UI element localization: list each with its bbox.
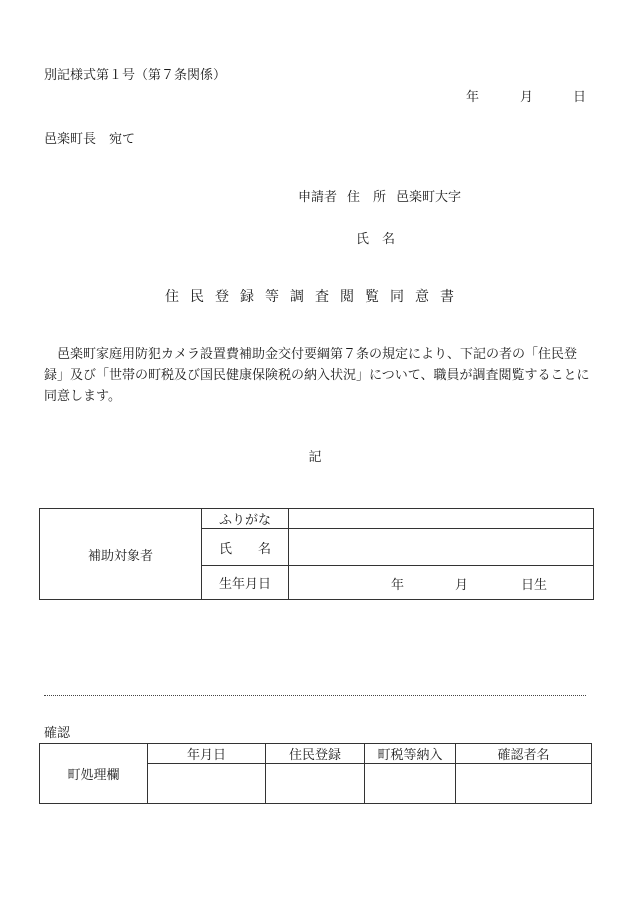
address-label: 住 所	[347, 190, 387, 205]
office-processing-table	[39, 743, 592, 804]
date-year-label: 年	[466, 90, 480, 105]
consent-body-text: 邑楽町家庭用防犯カメラ設置費補助金交付要綱第７条の規定により、下記の者の「住民登録」及び「世帯の町税及び国民健康保険税の納入状況」について、職員が調査閲覧することに同意します。	[44, 347, 590, 404]
tax-payment-cell[interactable]	[365, 764, 456, 804]
name-field[interactable]	[289, 529, 594, 566]
addressee: 邑楽町長 宛て	[44, 132, 136, 147]
cut-line-divider	[44, 695, 586, 696]
date-cell[interactable]	[148, 764, 266, 804]
column-header-date: 年月日	[148, 744, 266, 764]
office-row-label: 町処理欄	[40, 744, 148, 804]
confirm-heading: 確認	[44, 726, 71, 741]
document-title: 住民登録等調査閲覧同意書	[165, 289, 465, 305]
column-header-tax-payment: 町税等納入	[365, 744, 456, 764]
column-header-confirmer: 確認者名	[456, 744, 592, 764]
subject-group-label: 補助対象者	[40, 509, 202, 600]
birth-year-label: 年	[391, 578, 405, 593]
furigana-field[interactable]	[289, 509, 594, 529]
birth-day-label: 日生	[521, 578, 548, 593]
date-day-label: 日	[573, 90, 587, 105]
address-value: 邑楽町大字	[396, 190, 462, 205]
resident-registration-cell[interactable]	[266, 764, 365, 804]
ki-heading: 記	[308, 450, 322, 465]
confirmer-cell[interactable]	[456, 764, 592, 804]
birth-field[interactable]	[289, 566, 594, 600]
birth-month-label: 月	[455, 578, 469, 593]
birth-label: 生年月日	[202, 566, 289, 600]
applicant-address-row	[298, 186, 461, 205]
subject-table	[39, 508, 594, 600]
name-label: 氏 名	[202, 529, 289, 566]
applicant-name-label: 氏 名	[356, 232, 396, 247]
date-month-label: 月	[520, 90, 534, 105]
form-number-label: 別記様式第１号（第７条関係）	[44, 68, 227, 83]
applicant-role: 申請者	[298, 190, 338, 205]
column-header-resident-registration: 住民登録	[266, 744, 365, 764]
furigana-label: ふりがな	[202, 509, 289, 529]
